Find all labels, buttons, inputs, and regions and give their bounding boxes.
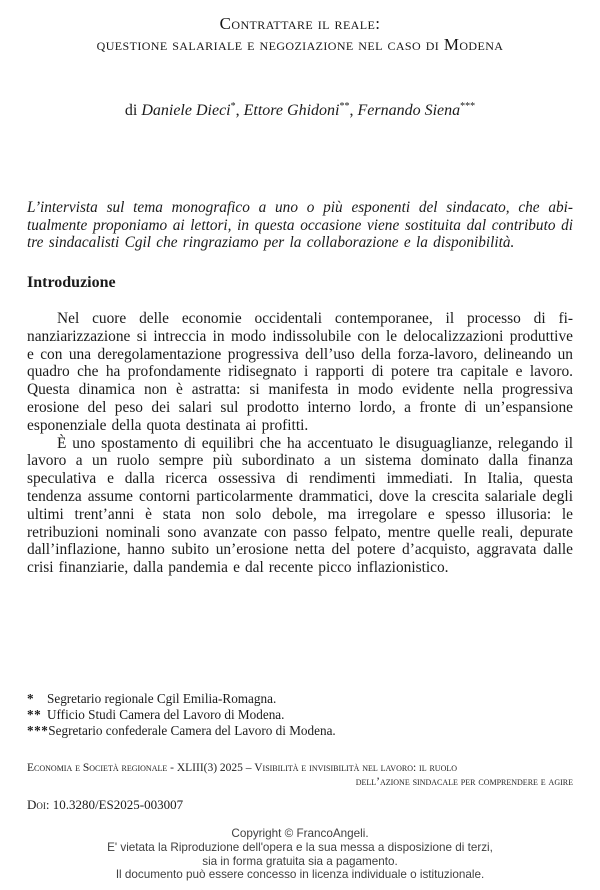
byline-separator: ,	[349, 102, 358, 119]
journal-issue-line-continued: dell’azione sindacale per comprendere e agire	[355, 775, 573, 788]
paragraph: È uno spostamento di equilibri che ha accentuato le disuguaglianze, relegando il lavoro a un ruolo sempre più subordinato a un sistema dominato dalla finanza speculativa e dalla ricerca ossessiva di rendimenti immediati. In Italia, questa tendenza assume contorni particolarmente drammatici, dove la crescita salariale degli ultimi trent’anni è stata non solo debole, ma irregolare e spesso illusoria: le retribuzioni nominali sono avanzate con passo felpato, mentre quelle reali, depurate dall’inflazione, hanno subito un’erosione netta del potere d’acquisto, aggravata dalle crisi finanziarie, dalla pandemia e dal recente picco inflazionistico.	[27, 434, 573, 577]
footnote-text: Segretario confederale Camera del Lavoro di Modena.	[48, 723, 336, 739]
footnote-text: Segretario regionale Cgil Emilia-Romagna.	[47, 691, 277, 706]
author-footnote-marker: **	[339, 101, 350, 112]
author-name: Daniele Dieci	[141, 102, 231, 119]
author-name: Ettore Ghidoni	[243, 102, 340, 119]
journal-issue-line: Economia e Società regionale - XLIII(3) 2025 – Visibilità e invisibilità nel lavoro: il ruolo	[27, 762, 458, 774]
footnote-marker: **	[27, 707, 42, 723]
doi-line: Doi: 10.3280/ES2025-003007	[27, 797, 184, 812]
copyright-line: E' vietata la Riproduzione dell'opera e la sua messa a disposizione di terzi,	[107, 840, 493, 854]
author-footnote-marker: *	[230, 101, 236, 112]
copyright-line: Il documento può essere concesso in licenza individuale o istituzionale.	[115, 868, 485, 882]
article-title	[27, 13, 573, 55]
byline	[27, 102, 573, 120]
copyright-line: Copyright © FrancoAngeli.	[231, 827, 369, 840]
footnote-text: Ufficio Studi Camera del Lavoro di Modena.	[47, 707, 285, 723]
footnotes	[27, 691, 573, 740]
byline-separator: ,	[235, 102, 244, 119]
section-heading: Introduzione	[27, 274, 116, 291]
paragraph: Nel cuore delle economie occidentali contemporanee, il processo di finanziarizzazione si intreccia in modo indissolubile con le delocalizzazioni produttive e con una deregolamentazione progressiva dell’uso della forza-lavoro, delineando un quadro che ha profondamente ridisegnato i rapporti di potere tra capitale e lavoro. Questa dinamica non è astratta: si manifesta in modo evidente nella progressiva erosione del peso dei salari sul prodotto interno lordo, a fronte di un’espansione esponenziale della quota destinata ai profitti.	[27, 310, 573, 434]
article-title-line1: Contrattare il reale:	[219, 14, 381, 33]
footnote	[27, 723, 573, 739]
byline-prefix: di	[124, 102, 142, 119]
journal-footer	[27, 762, 573, 790]
copyright-line: sia in forma gratuita sia a pagamento.	[202, 854, 398, 868]
article-title-line2: questione salariale e negoziazione nel caso di Modena	[96, 35, 504, 54]
author-footnote-marker: ***	[460, 101, 476, 112]
footnote	[27, 707, 573, 723]
copyright-block	[27, 827, 573, 882]
abstract: L’intervista sul tema monografico a uno o più esponenti del sindacato, che abitualmente proponiamo ai lettori, in questa occasione viene sostituita dal contributo di tre sindacalisti Cgil che ringraziamo per la collaborazione e la disponibilità.	[27, 199, 573, 252]
author-name: Fernando Siena	[357, 102, 461, 119]
footnote-marker: *	[27, 691, 35, 706]
footnote-marker: ***	[27, 723, 49, 739]
article-body	[27, 310, 573, 577]
footnote	[27, 691, 573, 707]
